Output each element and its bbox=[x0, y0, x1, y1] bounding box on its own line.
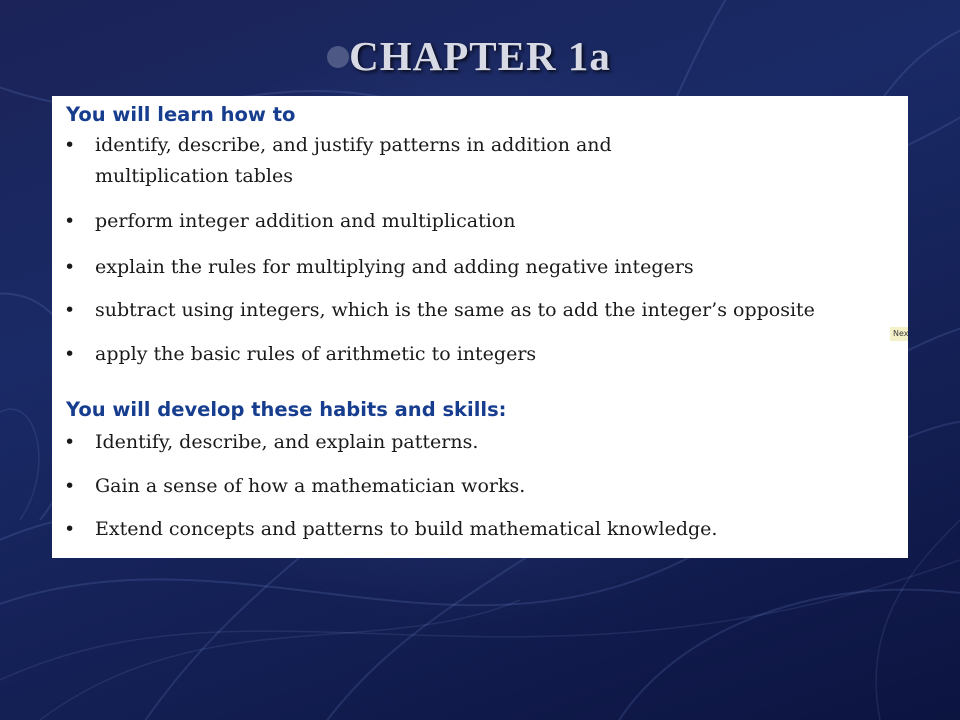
bullet-icon: • bbox=[64, 343, 76, 365]
learn-item-5: apply the basic rules of arithmetic to integers bbox=[95, 343, 537, 365]
learn-item-1: identify, describe, and justify patterns in addition and multiplication tables bbox=[95, 134, 612, 187]
bullet-icon: • bbox=[64, 256, 76, 278]
bullet-icon: • bbox=[64, 299, 76, 321]
habits-item-1: Identify, describe, and explain patterns. bbox=[95, 431, 479, 453]
title-bullet-shape bbox=[327, 46, 349, 68]
learn-item-3: explain the rules for multiplying and adding negative integers bbox=[95, 256, 694, 278]
bullet-icon: • bbox=[64, 210, 76, 232]
habits-item-3: Extend concepts and patterns to build mathematical knowledge. bbox=[95, 518, 718, 540]
bullet-icon: • bbox=[64, 475, 76, 497]
slide-title bbox=[0, 32, 960, 80]
bullet-icon: • bbox=[64, 134, 76, 156]
slide-title-text: CHAPTER 1a bbox=[349, 33, 611, 79]
learn-heading: You will learn how to bbox=[66, 103, 296, 126]
next-link[interactable]: Nex bbox=[890, 327, 908, 341]
learn-item-2: perform integer addition and multiplication bbox=[95, 210, 516, 232]
bullet-icon: • bbox=[64, 518, 76, 540]
habits-item-2: Gain a sense of how a mathematician works. bbox=[95, 475, 526, 497]
bullet-icon: • bbox=[64, 431, 76, 453]
habits-heading: You will develop these habits and skills: bbox=[66, 398, 507, 421]
content-panel bbox=[52, 96, 908, 558]
learn-item-4: subtract using integers, which is the same as to add the integer’s opposite bbox=[95, 299, 815, 321]
